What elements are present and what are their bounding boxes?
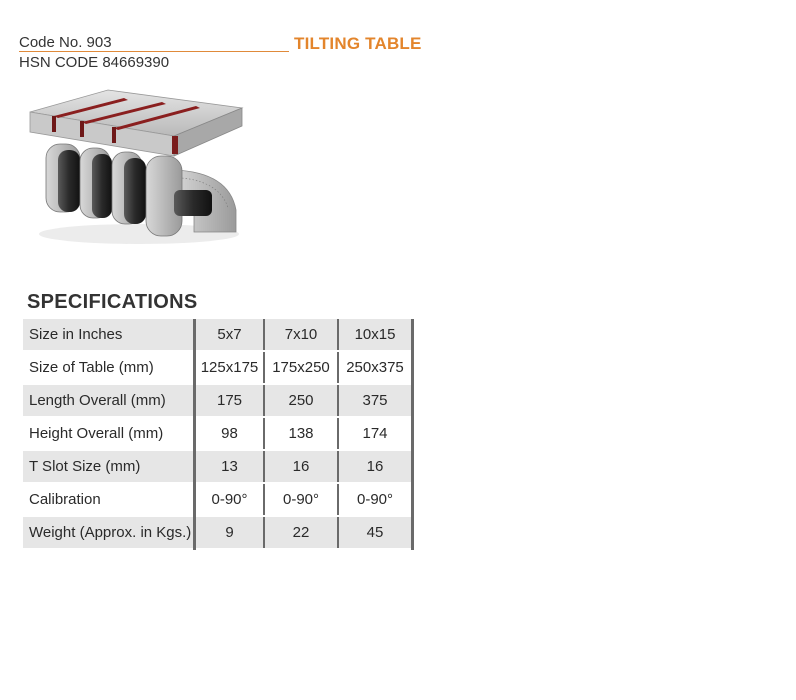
table-row (23, 417, 413, 450)
cell-value: 250x375 (338, 351, 413, 384)
specifications-heading: SPECIFICATIONS (27, 291, 198, 313)
cell-value: 98 (195, 417, 265, 450)
cell-value: 10x15 (338, 319, 413, 351)
cell-value: 138 (264, 417, 338, 450)
table-row (23, 319, 413, 351)
cell-value: 250 (264, 384, 338, 417)
cell-value: 5x7 (195, 319, 265, 351)
cell-value: 375 (338, 384, 413, 417)
specifications-table (23, 319, 414, 550)
cell-value: 22 (264, 516, 338, 549)
cell-value: 125x175 (195, 351, 265, 384)
cell-value: 174 (338, 417, 413, 450)
table-row (23, 351, 413, 384)
table-row (23, 450, 413, 483)
header-divider (19, 51, 289, 52)
table-row (23, 516, 413, 549)
product-title: TILTING TABLE (294, 34, 422, 53)
tilting-table-image (24, 82, 249, 252)
cell-value: 0-90° (264, 483, 338, 516)
row-label: Height Overall (mm) (23, 417, 195, 450)
cell-value: 175x250 (264, 351, 338, 384)
code-number: Code No. 903 (19, 34, 112, 51)
row-label: Weight (Approx. in Kgs.) (23, 516, 195, 549)
cell-value: 16 (338, 450, 413, 483)
cell-value: 0-90° (338, 483, 413, 516)
table-row (23, 384, 413, 417)
cell-value: 16 (264, 450, 338, 483)
row-label: Size of Table (mm) (23, 351, 195, 384)
table-row (23, 483, 413, 516)
cell-value: 175 (195, 384, 265, 417)
hsn-code: HSN CODE 84669390 (19, 54, 170, 71)
cell-value: 9 (195, 516, 265, 549)
cell-value: 7x10 (264, 319, 338, 351)
row-label: T Slot Size (mm) (23, 450, 195, 483)
row-label: Calibration (23, 483, 195, 516)
cell-value: 0-90° (195, 483, 265, 516)
row-label: Length Overall (mm) (23, 384, 195, 417)
cell-value: 13 (195, 450, 265, 483)
cell-value: 45 (338, 516, 413, 549)
row-label: Size in Inches (23, 319, 195, 351)
